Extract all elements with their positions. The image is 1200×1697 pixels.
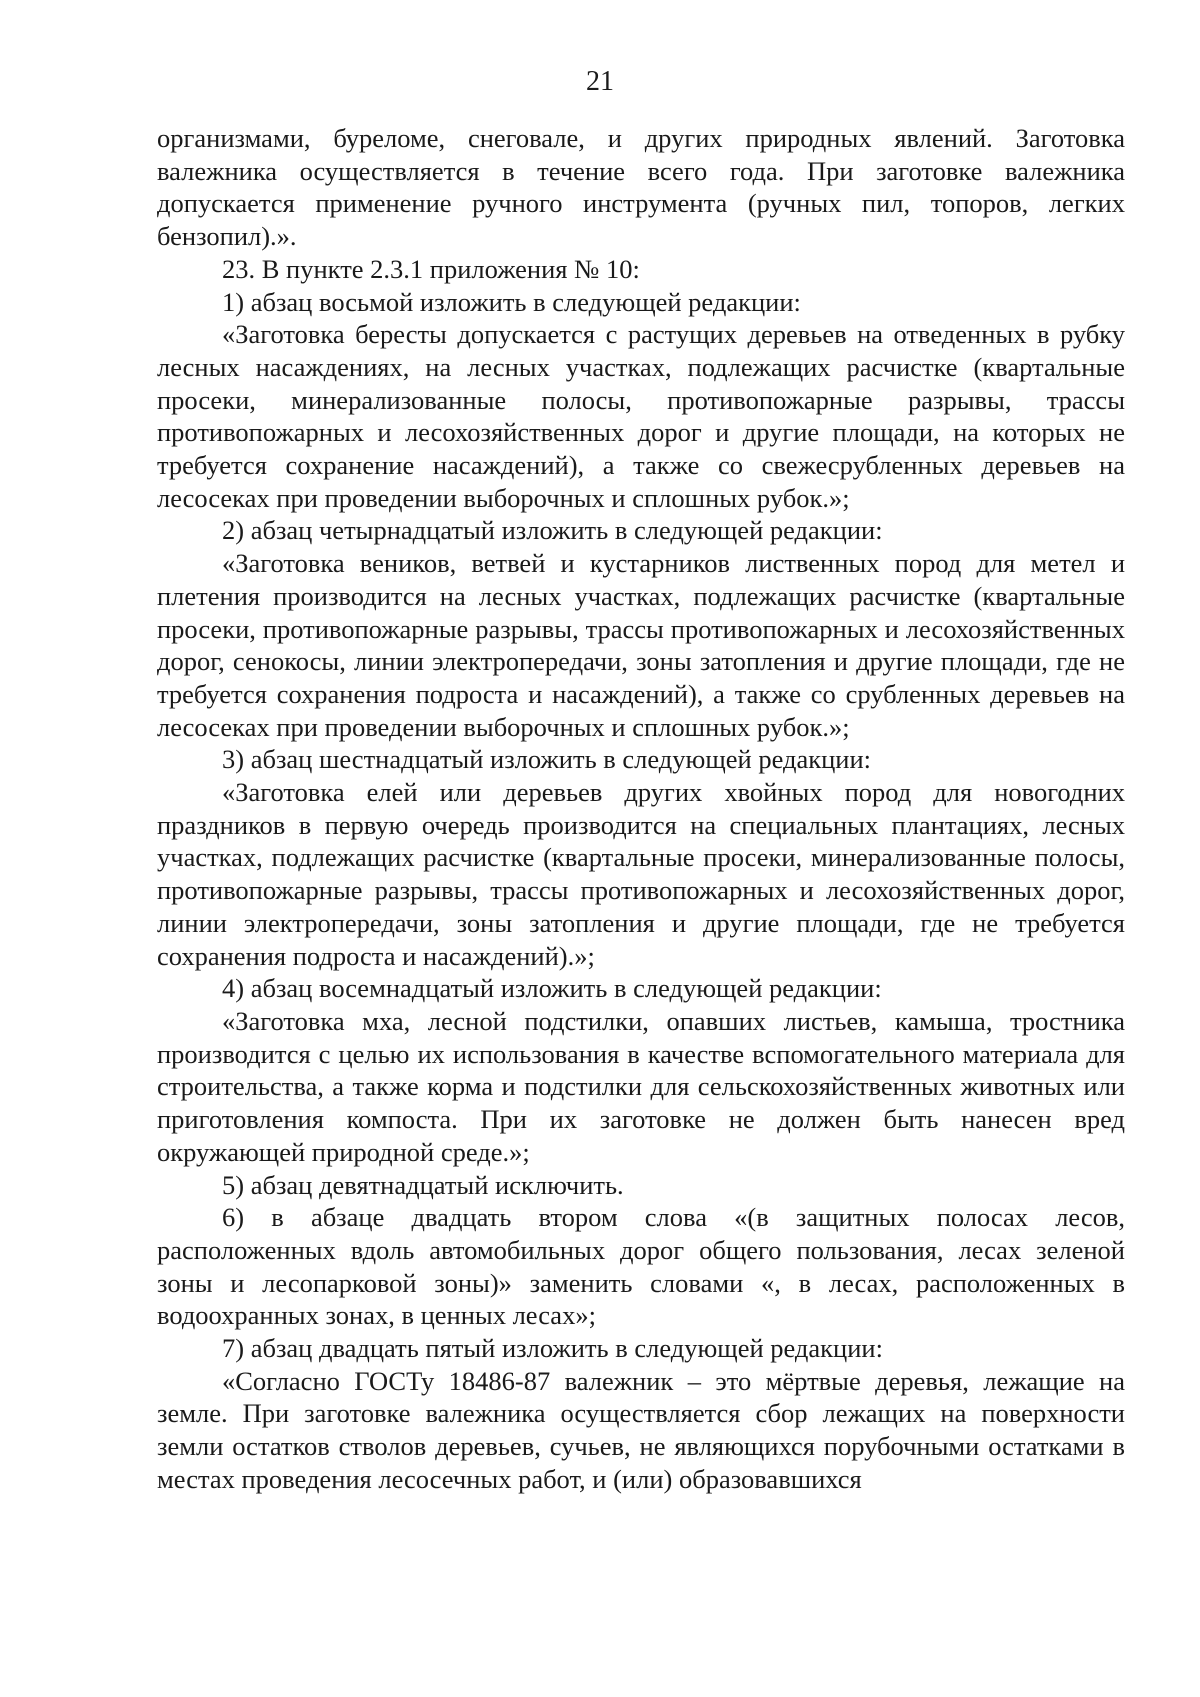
page-number: 21 bbox=[586, 66, 614, 97]
paragraph: 5) абзац девятнадцатый исключить. bbox=[222, 1169, 624, 1200]
paragraph: «Заготовка мха, лесной подстилки, опавших листьев, камыша, тростника производится с целью их использования в качестве вспомогательного материала для строительства, а также корма и подстилки для сельскохозяйственных животных или приготовления компоста. При их заготовке не должен быть нанесен вред окружающей природной среде.»; bbox=[157, 1005, 1125, 1167]
paragraph: 4) абзац восемнадцатый изложить в следующей редакции: bbox=[222, 973, 882, 1004]
paragraph: «Заготовка елей или деревьев других хвойных пород для новогодних праздников в первую очередь производится на специальных плантациях, лесных участках, подлежащих расчистке (квартальные просеки, минерализованные полосы, противопожарные разрывы, трассы противопожарных и лесохозяйственных дорог, линии электропередачи, зоны затопления и другие площади, где не требуется сохранения подроста и насаждений).»; bbox=[157, 777, 1125, 971]
paragraph: 23. В пункте 2.3.1 приложения № 10: bbox=[222, 253, 640, 284]
paragraph: 6) в абзаце двадцать втором слова «(в защитных полосах лесов, расположенных вдоль автомобильных дорог общего пользования, лесах зеленой зоны и лесопарковой зоны)» заменить словами «, в лесах, расположенных в водоохранных зонах, в ценных лесах»; bbox=[157, 1202, 1125, 1331]
paragraph: «Заготовка бересты допускается с растущих деревьев на отведенных в рубку лесных насаждениях, на лесных участках, подлежащих расчистке (квартальные просеки, минерализованные полосы, противопожарные разрывы, трассы противопожарных и лесохозяйственных дорог и другие площади, на которых не требуется сохранение насаждений), а также со свежесрубленных деревьев на лесосеках при проведении выборочных и сплошных рубок.»; bbox=[157, 319, 1125, 513]
paragraph: «Заготовка веников, ветвей и кустарников лиственных пород для метел и плетения производится на лесных участках, подлежащих расчистке (квартальные просеки, противопожарные разрывы, трассы противопожарных и лесохозяйственных дорог, сенокосы, линии электропередачи, зоны затопления и другие площади, где не требуется сохранения подроста и насаждений), а также со срубленных деревьев на лесосеках при проведении выборочных и сплошных рубок.»; bbox=[157, 548, 1125, 742]
paragraph: 2) абзац четырнадцатый изложить в следующей редакции: bbox=[222, 515, 883, 546]
document-body bbox=[157, 122, 1125, 1496]
paragraph: «Согласно ГОСТу 18486-87 валежник – это мёртвые деревья, лежащие на земле. При заготовке валежника осуществляется сбор лежащих на поверхности земли остатков стволов деревьев, сучьев, не являющихся порубочными остатками в местах проведения лесосечных работ, и (или) образовавшихся bbox=[157, 1365, 1125, 1494]
paragraph: 1) абзац восьмой изложить в следующей редакции: bbox=[222, 286, 801, 317]
paragraph: 3) абзац шестнадцатый изложить в следующей редакции: bbox=[222, 744, 872, 775]
paragraph: организмами, буреломе, снеговале, и других природных явлений. Заготовка валежника осуществляется в течение всего года. При заготовке валежника допускается применение ручного инструмента (ручных пил, топоров, легких бензопил).». bbox=[157, 123, 1125, 252]
paragraph: 7) абзац двадцать пятый изложить в следующей редакции: bbox=[222, 1333, 883, 1364]
